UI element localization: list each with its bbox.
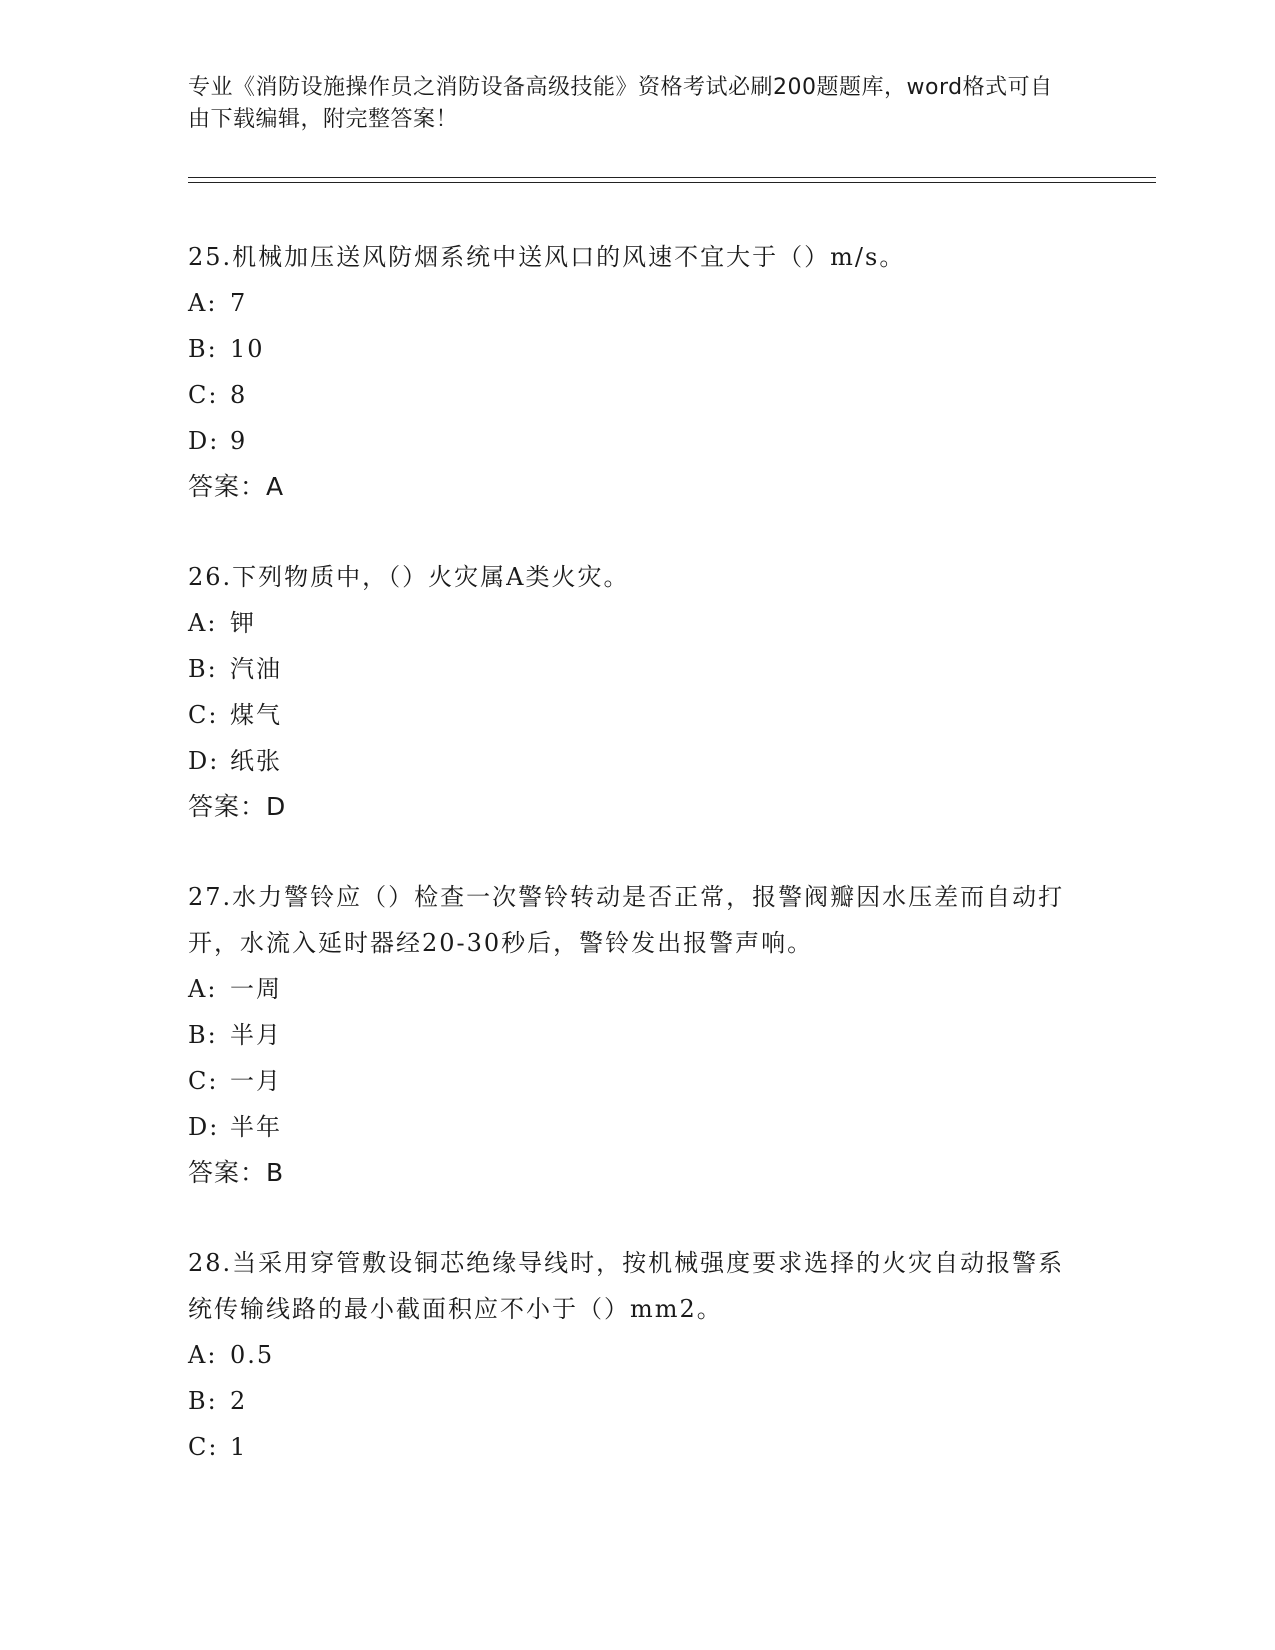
option-b — [188, 646, 1088, 692]
question-stem: 28.当采用穿管敷设铜芯绝缘导线时，按机械强度要求选择的火灾自动报警系统传输线路的最小截面积应不小于（）mm2。 — [188, 1249, 1065, 1323]
option-key: D: — [188, 747, 220, 775]
option-text: 汽油 — [230, 655, 282, 683]
option-d — [188, 1104, 1088, 1150]
option-key: A: — [188, 1341, 218, 1369]
answer-line: 答案：A — [188, 472, 285, 501]
option-text: 10 — [230, 335, 265, 363]
option-c — [188, 372, 1088, 418]
question-28 — [188, 1240, 1088, 1470]
option-key: A: — [188, 289, 218, 317]
option-key: B: — [188, 1021, 218, 1049]
question-26 — [188, 554, 1088, 830]
option-c — [188, 692, 1088, 738]
option-a — [188, 600, 1088, 646]
option-key: C: — [188, 1433, 219, 1461]
option-key: C: — [188, 701, 219, 729]
option-key: A: — [188, 609, 218, 637]
question-27 — [188, 874, 1088, 1196]
option-key: B: — [188, 335, 218, 363]
option-b — [188, 1378, 1088, 1424]
option-text: 7 — [230, 289, 248, 317]
option-text: 纸张 — [230, 747, 282, 775]
document-header: 专业《消防设施操作员之消防设备高级技能》资格考试必刷200题题库，word格式可自由下载编辑，附完整答案！ — [188, 75, 1053, 132]
option-key: B: — [188, 655, 218, 683]
option-key: C: — [188, 1067, 219, 1095]
question-25 — [188, 234, 1088, 510]
option-a — [188, 966, 1088, 1012]
question-stem: 26.下列物质中，（）火灾属A类火灾。 — [188, 563, 630, 591]
option-text: 半年 — [230, 1113, 282, 1141]
option-key: A: — [188, 975, 218, 1003]
option-text: 0.5 — [230, 1341, 275, 1369]
option-key: D: — [188, 1113, 220, 1141]
option-a — [188, 280, 1088, 326]
option-key: C: — [188, 381, 219, 409]
option-text: 一周 — [230, 975, 282, 1003]
option-text: 1 — [230, 1433, 248, 1461]
question-stem: 27.水力警铃应（）检查一次警铃转动是否正常，报警阀瓣因水压差而自动打开，水流入延时器经20-30秒后，警铃发出报警声响。 — [188, 883, 1065, 957]
option-text: 8 — [230, 381, 248, 409]
option-text: 一月 — [230, 1067, 282, 1095]
option-text: 半月 — [230, 1021, 282, 1049]
question-stem: 25.机械加压送风防烟系统中送风口的风速不宜大于（）m/s。 — [188, 243, 906, 271]
option-d — [188, 418, 1088, 464]
option-c — [188, 1424, 1088, 1470]
option-text: 钾 — [230, 609, 256, 637]
option-b — [188, 326, 1088, 372]
option-key: B: — [188, 1387, 218, 1415]
answer-line: 答案：D — [188, 792, 287, 821]
option-a — [188, 1332, 1088, 1378]
header-rule-top — [188, 177, 1156, 178]
option-c — [188, 1058, 1088, 1104]
option-text: 9 — [230, 427, 248, 455]
option-b — [188, 1012, 1088, 1058]
header-rule-bottom — [188, 182, 1156, 183]
option-text: 煤气 — [230, 701, 282, 729]
option-text: 2 — [230, 1387, 248, 1415]
option-key: D: — [188, 427, 220, 455]
answer-line: 答案：B — [188, 1158, 285, 1187]
option-d — [188, 738, 1088, 784]
